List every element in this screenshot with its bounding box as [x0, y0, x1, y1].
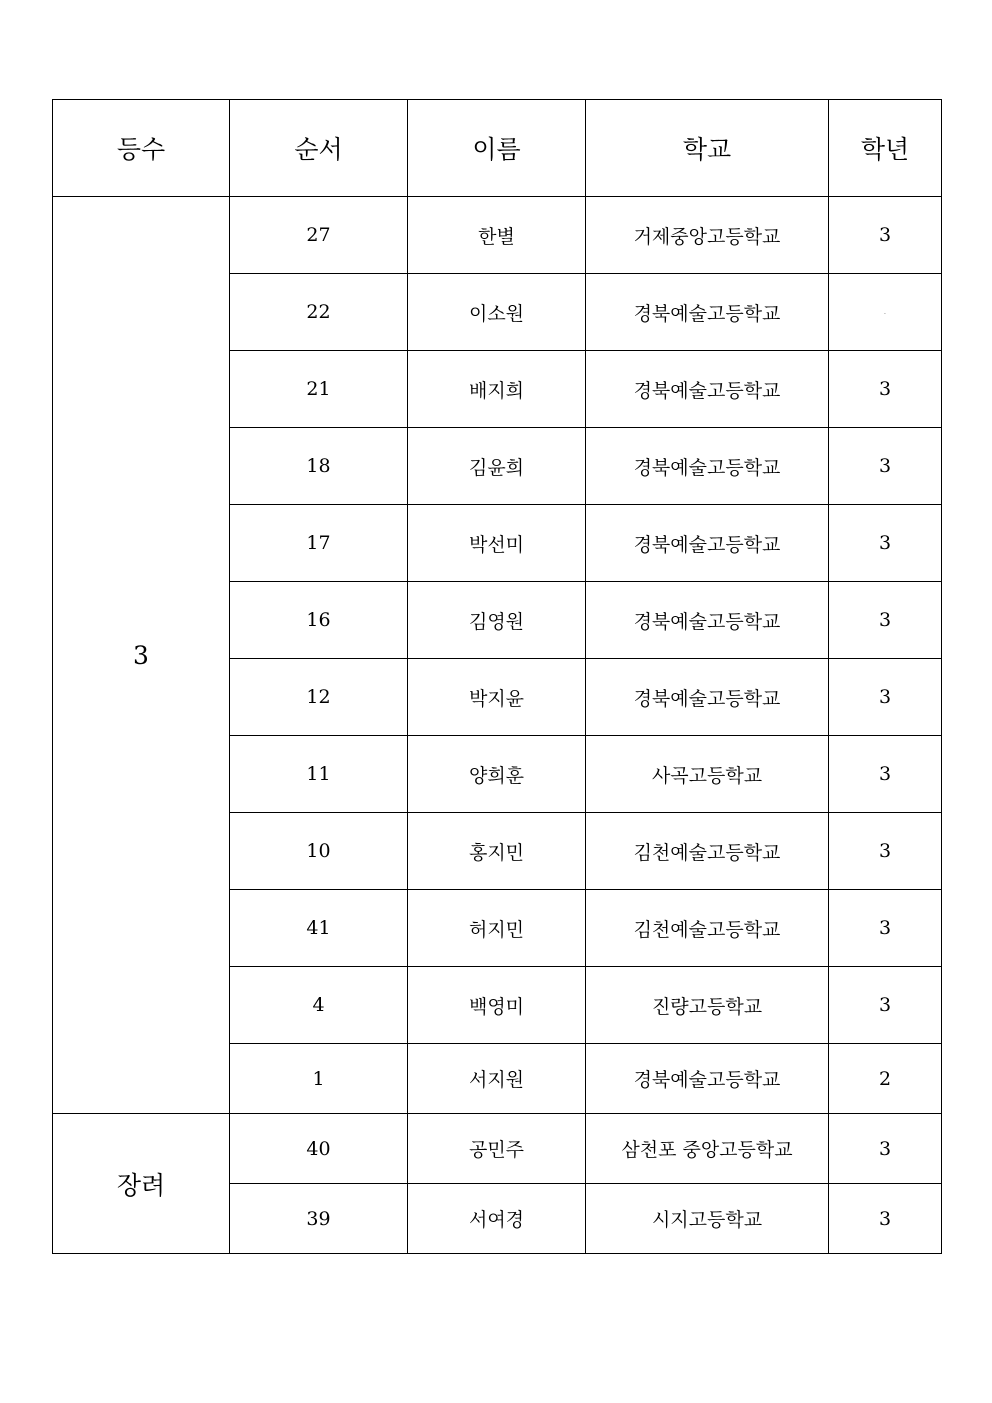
name-cell: 박선미 [408, 505, 586, 582]
year-cell: 3 [829, 505, 942, 582]
name-cell: 김윤희 [408, 428, 586, 505]
year-cell: 3 [829, 736, 942, 813]
name-cell: 홍지민 [408, 813, 586, 890]
name-cell: 서여경 [408, 1184, 586, 1254]
year-cell: 3 [829, 659, 942, 736]
school-cell: 경북예술고등학교 [586, 1044, 829, 1114]
school-cell: 시지고등학교 [586, 1184, 829, 1254]
name-cell: 박지윤 [408, 659, 586, 736]
order-cell: 40 [230, 1114, 408, 1184]
school-cell: 삼천포 중앙고등학교 [586, 1114, 829, 1184]
year-cell: 3 [829, 428, 942, 505]
order-cell: 22 [230, 274, 408, 351]
year-cell: 3 [829, 197, 942, 274]
year-cell: 3 [829, 813, 942, 890]
school-cell: 경북예술고등학교 [586, 351, 829, 428]
name-cell: 배지희 [408, 351, 586, 428]
order-cell: 12 [230, 659, 408, 736]
name-cell: 허지민 [408, 890, 586, 967]
order-cell: 17 [230, 505, 408, 582]
rank-cell: 3 [53, 197, 230, 1114]
header-rank: 등수 [53, 100, 230, 197]
rank-cell: 장려 [53, 1114, 230, 1254]
school-cell: 경북예술고등학교 [586, 582, 829, 659]
school-cell: 김천예술고등학교 [586, 890, 829, 967]
school-cell: 진량고등학교 [586, 967, 829, 1044]
school-cell: 경북예술고등학교 [586, 428, 829, 505]
header-school: 학교 [586, 100, 829, 197]
results-table [52, 99, 942, 1254]
year-cell: 3 [829, 1114, 942, 1184]
name-cell: 백영미 [408, 967, 586, 1044]
name-cell: 서지원 [408, 1044, 586, 1114]
name-cell: 이소원 [408, 274, 586, 351]
year-cell: 3 [829, 1184, 942, 1254]
header-row [53, 100, 942, 197]
school-cell: 경북예술고등학교 [586, 274, 829, 351]
name-cell: 김영원 [408, 582, 586, 659]
school-cell: 사곡고등학교 [586, 736, 829, 813]
order-cell: 39 [230, 1184, 408, 1254]
order-cell: 27 [230, 197, 408, 274]
order-cell: 11 [230, 736, 408, 813]
order-cell: 10 [230, 813, 408, 890]
school-cell: 경북예술고등학교 [586, 505, 829, 582]
year-cell: 3 [829, 967, 942, 1044]
header-name: 이름 [408, 100, 586, 197]
header-order: 순서 [230, 100, 408, 197]
order-cell: 21 [230, 351, 408, 428]
table-row [53, 1114, 942, 1184]
school-cell: 거제중앙고등학교 [586, 197, 829, 274]
year-cell: 3 [829, 351, 942, 428]
header-grade: 학년 [829, 100, 942, 197]
order-cell: 1 [230, 1044, 408, 1114]
name-cell: 공민주 [408, 1114, 586, 1184]
order-cell: 16 [230, 582, 408, 659]
order-cell: 4 [230, 967, 408, 1044]
school-cell: 김천예술고등학교 [586, 813, 829, 890]
year-cell: 3 [829, 582, 942, 659]
order-cell: 41 [230, 890, 408, 967]
table-row [53, 197, 942, 274]
name-cell: 양희훈 [408, 736, 586, 813]
year-cell: . [829, 274, 942, 351]
year-cell: 2 [829, 1044, 942, 1114]
order-cell: 18 [230, 428, 408, 505]
year-cell: 3 [829, 890, 942, 967]
name-cell: 한별 [408, 197, 586, 274]
school-cell: 경북예술고등학교 [586, 659, 829, 736]
